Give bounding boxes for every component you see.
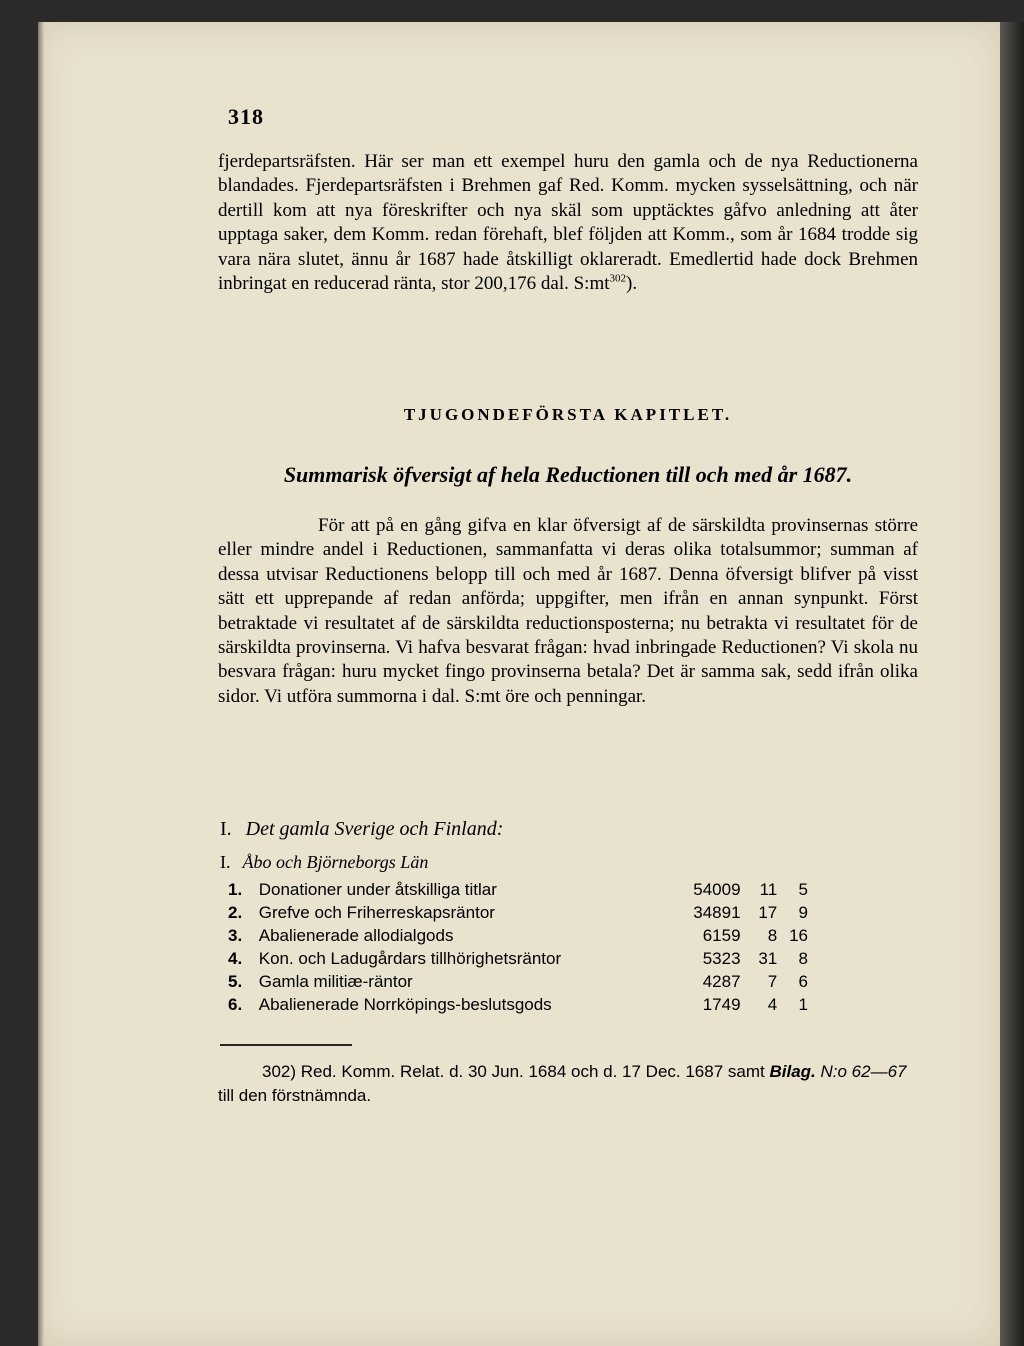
table-row (228, 878, 808, 901)
row-ore: 8 (767, 925, 778, 945)
ledger-table (228, 878, 808, 1016)
row-ore: 17 (758, 902, 778, 922)
footnote-divider (220, 1044, 352, 1046)
section-title: Det gamla Sverige och Finland: (245, 818, 504, 840)
row-penningar: 6 (798, 971, 808, 991)
row-description: Abalienerade allodialgods (258, 925, 454, 945)
footnote-tail: till den förstnämnda. (218, 1086, 372, 1105)
row-number: 1. (228, 879, 243, 899)
row-ore: 11 (759, 879, 778, 899)
row-daler: 54009 (693, 879, 741, 899)
subsection-heading (220, 852, 428, 873)
summary-title: Summarisk öfversigt af hela Reductionen till och med år 1687. (283, 462, 853, 487)
row-daler: 1749 (702, 994, 741, 1014)
top-paragraph-text: fjerdepartsräfsten. Här ser man ett exempel huru den gamla och de nya Reductionerna blandades. Fjerdepartsräfsten i Brehmen gaf Red. Komm. mycken sysselsättning, och när dertill kom att nya föreskrifter och nya skäl som upptäcktes gåfvo anledning att åter upptaga saker, dem Komm. redan förehaft, blef följden att Komm., som år 1684 trodde sig vara nära slutet, ännu år 1687 hade åtskilligt oklareradt. Emedlertid hade dock Brehmen inbringat en reducerad ränta, stor 200,176 dal. S:mt (218, 151, 918, 295)
row-description: Abalienerade Norrköpings-beslutsgods (258, 994, 552, 1014)
section-number: I. (220, 818, 232, 840)
table-row (228, 993, 808, 1016)
row-ore: 7 (767, 971, 778, 991)
row-daler: 34891 (693, 902, 741, 922)
row-number: 3. (228, 925, 243, 945)
table-row (228, 970, 808, 993)
row-ore: 4 (767, 994, 778, 1014)
row-daler: 5323 (702, 948, 741, 968)
top-paragraph (218, 150, 918, 296)
section-heading (220, 818, 503, 841)
subsection-title: Åbo och Björneborgs Län (242, 852, 429, 872)
row-penningar: 9 (798, 902, 808, 922)
chapter-heading: TJUGONDEFÖRSTA KAPITLET. (403, 405, 733, 424)
footnote-reference: 302 (609, 272, 627, 285)
book-edge-shadow (1000, 22, 1024, 1346)
row-daler: 4287 (702, 971, 741, 991)
row-penningar: 1 (798, 994, 808, 1014)
row-daler: 6159 (702, 925, 741, 945)
top-paragraph-tail: ). (626, 273, 638, 295)
subsection-number: I. (220, 852, 231, 872)
row-description: Kon. och Ladugårdars tillhörighetsräntor (258, 948, 562, 968)
row-ore: 31 (758, 948, 778, 968)
table-row (228, 924, 808, 947)
row-description: Gamla militiæ-räntor (258, 971, 413, 991)
row-number: 5. (228, 971, 243, 991)
intro-paragraph: För att på en gång gifva en klar öfversigt af de särskildta provinsernas större eller mindre andel i Reductionen, sammanfatta vi deras olika totalsummor; summan af dessa utvisar Reductionens belopp till och med år 1687. Denna öfversigt blifver på visst sätt ett upprepande af redan anförda; uppgifter, men ifrån en annan synpunkt. Först betraktade vi resultatet af de särskildta reductionsposterna; nu betrakta vi resultatet för de särskildta provinserna. Vi hafva besvarat frågan: hvad inbringade Reductionen? Vi skola nu besvara frågan: huru mycket fingo provinserna betala? Det är samma sak, sedd ifrån olika sidor. Vi utföra summorna i dal. S:mt öre och penningar. (218, 515, 918, 707)
row-number: 2. (228, 902, 243, 922)
page-number: 318 (228, 104, 264, 129)
row-number: 4. (228, 948, 243, 968)
footnote-ref-word: Bilag. (769, 1062, 816, 1081)
footnote (218, 1060, 918, 1108)
page-binding (38, 22, 44, 1346)
row-number: 6. (228, 994, 243, 1014)
row-description: Donationer under åtskilliga titlar (258, 879, 497, 899)
row-description: Grefve och Friherreskapsräntor (258, 902, 495, 922)
row-penningar: 5 (798, 879, 808, 899)
row-penningar: 16 (789, 925, 808, 945)
footnote-ref-range: N:o 62—67 (820, 1062, 907, 1081)
table-row (228, 947, 808, 970)
row-penningar: 8 (798, 948, 808, 968)
footnote-lead: 302) Red. Komm. Relat. d. 30 Jun. 1684 och d. 17 Dec. 1687 samt (262, 1062, 765, 1081)
table-row (228, 901, 808, 924)
